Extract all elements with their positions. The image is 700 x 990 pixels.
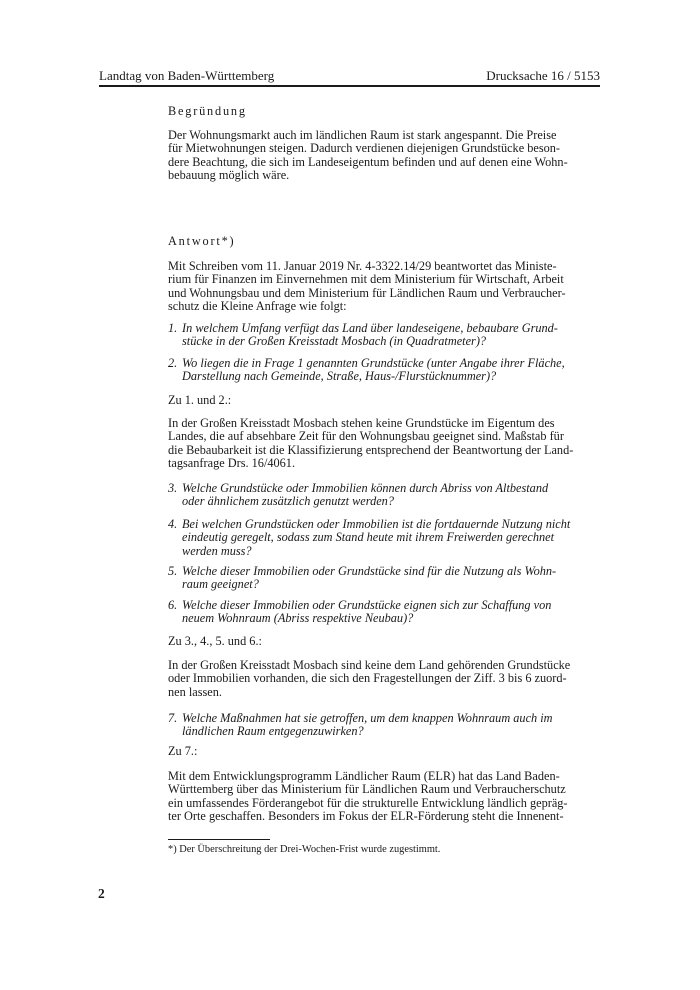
text-line: eindeutig geregelt, sodass zum Stand heute mit ihrem Freiwerden gerechnet [182, 530, 555, 545]
footnote-text: *) Der Überschreitung der Drei-Wochen-Frist wurde zugestimmt. [168, 844, 441, 855]
paragraph-antwort-intro [168, 259, 566, 314]
text-line: In der Großen Kreisstadt Mosbach stehen keine Grundstücke im Eigentum des [168, 416, 555, 430]
text-line: Welche Grundstücke oder Immobilien können durch Abriss von Altbestand [182, 481, 549, 495]
page-header [99, 68, 600, 83]
question-2-number: 2. [168, 356, 178, 370]
section-heading-antwort: Antwort*) [168, 234, 236, 248]
paragraph-begruendung [168, 128, 568, 183]
question-7 [168, 711, 553, 739]
question-1-number: 1. [168, 321, 178, 335]
text-line: neuem Wohnraum (Abriss respektive Neubau)? [182, 611, 414, 626]
question-3 [168, 481, 549, 509]
text-line: Landes, die auf absehbare Zeit für den Wohnungsbau geeignet sind. Maßstab für [168, 429, 564, 444]
question-4-number: 4. [168, 517, 178, 531]
question-3-text [182, 481, 549, 509]
text-line: dere Beachtung, die sich im Landeseigentum befinden und auf denen eine Wohn- [168, 154, 568, 169]
text-line: ländlichen Raum entgegenzuwirken? [182, 724, 364, 739]
text-line: nen lassen. [168, 684, 222, 699]
question-4-text [182, 517, 571, 558]
question-2-text [182, 356, 565, 384]
text-line: schutz die Kleine Anfrage wie folgt: [168, 299, 347, 314]
question-6 [168, 598, 552, 626]
question-4 [168, 517, 571, 558]
text-line: die Bebaubarkeit ist die Klassifizierung entsprechend der Beantwortung der Land- [168, 442, 574, 457]
question-5 [168, 564, 557, 592]
text-line: raum geeignet? [182, 577, 259, 592]
text-line: Württemberg über das Ministerium für Ländlichen Raum und Verbraucherschutz [168, 782, 566, 797]
text-line: ter Orte geschaffen. Besonders im Fokus der ELR-Förderung steht die Innenent- [168, 809, 564, 824]
text-line: Welche dieser Immobilien oder Grundstücke sind für die Nutzung als Wohn- [182, 564, 557, 578]
text-line: rium für Finanzen im Einvernehmen mit dem Ministerium für Wirtschaft, Arbeit [168, 272, 564, 287]
answer-label-zu-1-2: Zu 1. und 2.: [168, 393, 232, 407]
question-1 [168, 321, 558, 349]
question-1-text [182, 321, 558, 349]
header-document-number: Drucksache 16 / 5153 [486, 68, 600, 83]
question-7-text [182, 711, 553, 739]
header-publisher: Landtag von Baden-Württemberg [99, 68, 275, 83]
text-line: oder Immobilien vorhanden, die sich den Fragestellungen der Ziff. 3 bis 6 zuord- [168, 671, 567, 686]
question-6-text [182, 598, 552, 626]
text-line: Welche dieser Immobilien oder Grundstücke eignen sich zur Schaffung von [182, 598, 552, 612]
question-3-number: 3. [168, 481, 178, 495]
question-7-number: 7. [168, 711, 178, 725]
answer-label-zu-3-6: Zu 3., 4., 5. und 6.: [168, 634, 262, 648]
paragraph-zu-1-2 [168, 416, 574, 471]
text-line: In der Großen Kreisstadt Mosbach sind keine dem Land gehörenden Grundstücke [168, 658, 571, 672]
paragraph-zu-7 [168, 769, 568, 824]
section-heading-begruendung: Begründung [168, 104, 247, 118]
text-line: für Mietwohnungen steigen. Dadurch verdienen diejenigen Grundstücke beson- [168, 141, 561, 156]
text-line: tagsanfrage Drs. 16/4061. [168, 456, 296, 471]
text-line: Wo liegen die in Frage 1 genannten Grundstücke (unter Angabe ihrer Fläche, [182, 356, 565, 370]
text-line: Bei welchen Grundstücken oder Immobilien ist die fortdauernde Nutzung nicht [182, 517, 571, 531]
text-line: stücke in der Großen Kreisstadt Mosbach (in Quadratmeter)? [182, 334, 487, 349]
text-line: Mit Schreiben vom 11. Januar 2019 Nr. 4-3322.14/29 beantwortet das Ministe- [168, 259, 557, 273]
question-5-number: 5. [168, 564, 178, 578]
text-line: Mit dem Entwicklungsprogramm Ländlicher Raum (ELR) hat das Land Baden- [168, 769, 560, 783]
text-line: werden muss? [182, 543, 252, 558]
text-line: und Wohnungsbau und dem Ministerium für Ländlichen Raum und Verbraucher- [168, 285, 566, 300]
answer-label-zu-7: Zu 7.: [168, 744, 198, 758]
header-rule [99, 85, 600, 87]
text-line: Der Wohnungsmarkt auch im ländlichen Raum ist stark angespannt. Die Preise [168, 128, 557, 142]
question-6-number: 6. [168, 598, 178, 612]
text-line: In welchem Umfang verfügt das Land über landeseigene, bebaubare Grund- [182, 321, 558, 335]
question-5-text [182, 564, 557, 592]
text-line: ein umfassendes Förderangebot für die strukturelle Entwicklung ländlich gepräg- [168, 795, 568, 810]
question-2 [168, 356, 565, 384]
footnote-rule [168, 839, 270, 840]
page-number: 2 [98, 886, 105, 901]
text-line: oder ähnlichem zusätzlich genutzt werden? [182, 494, 394, 509]
text-line: bebauung möglich wäre. [168, 168, 290, 183]
text-line: Welche Maßnahmen hat sie getroffen, um dem knappen Wohnraum auch im [182, 711, 553, 725]
paragraph-zu-3-6 [168, 658, 571, 699]
text-line: Darstellung nach Gemeinde, Straße, Haus-/Flurstücknummer)? [182, 369, 497, 384]
